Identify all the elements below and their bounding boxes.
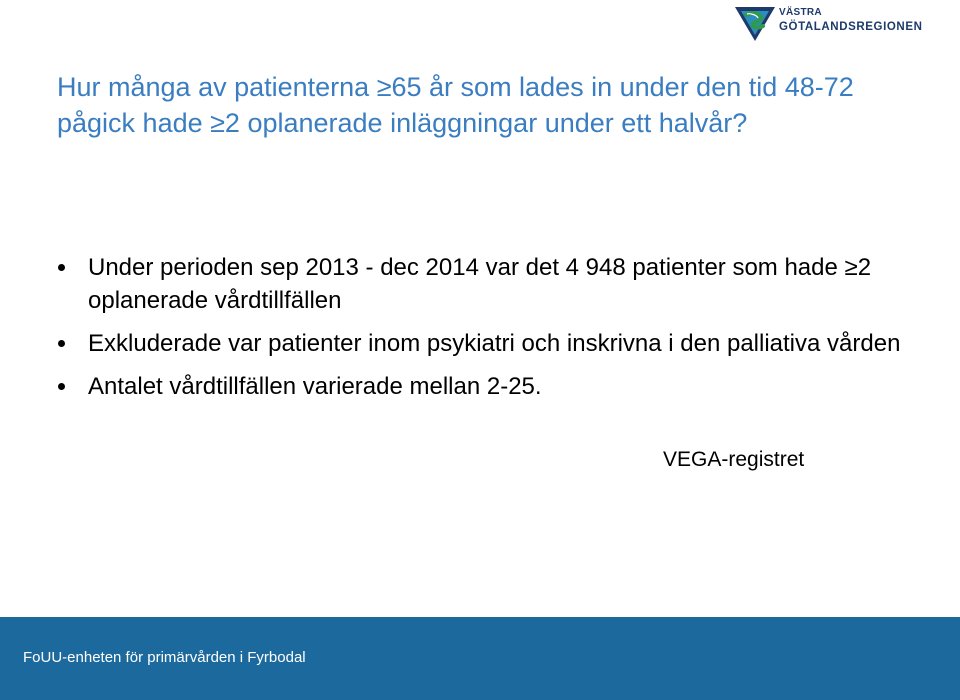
vgr-logo-icon	[733, 3, 777, 43]
bullet-dot-icon	[58, 340, 65, 347]
slide-title: Hur många av patienterna ≥65 år som lades in under den tid 48-72 pågick hade ≥2 oplanerade inläggningar under ett halvår?	[57, 72, 854, 138]
logo-line2: GÖTALANDSREGIONEN	[779, 21, 923, 33]
bullet-text: Antalet vårdtillfällen varierade mellan 2-25.	[88, 373, 542, 400]
bullet-dot-icon	[58, 264, 65, 271]
bullet-dot-icon	[58, 383, 65, 390]
footer-bar	[0, 617, 960, 700]
bullet-item	[55, 251, 915, 317]
vgr-logo	[733, 3, 923, 43]
bullet-text: Exkluderade var patienter inom psykiatri och inskrivna i den palliativa vården	[88, 330, 901, 357]
logo-line1: VÄSTRA	[779, 7, 822, 18]
bullet-text: Under perioden sep 2013 - dec 2014 var det 4 948 patienter som hade ≥2 oplanerade vårdtillfällen	[88, 254, 872, 314]
vgr-logo-wordmark	[779, 6, 923, 34]
bullet-item	[55, 327, 915, 360]
footer-text: FoUU-enheten för primärvården i Fyrbodal	[23, 649, 306, 666]
source-label: VEGA-registret	[663, 448, 805, 471]
bullet-list	[55, 251, 915, 413]
bullet-item	[55, 370, 915, 403]
